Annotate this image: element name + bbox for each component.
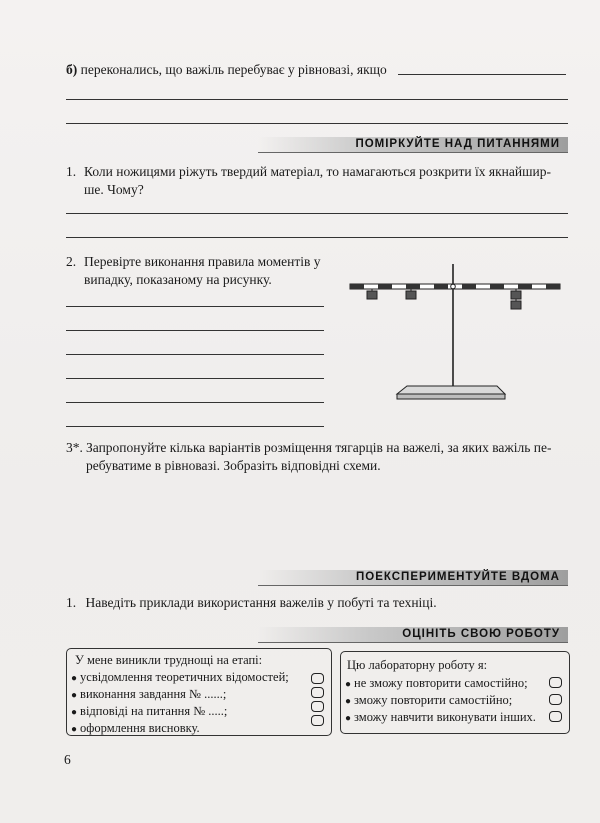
self-evaluation-checkbox[interactable] [549,711,562,722]
question-3-line1: Запропонуйте кілька варіантів розміщення тягарців на важелі, за яких важіль пе- [86,440,552,455]
answer-line[interactable] [398,74,566,75]
question-2-number: 2. [66,254,77,269]
answer-line[interactable] [66,330,324,331]
home-question-1-text: Наведіть приклади використання важелів у побуті та техніці. [85,595,437,610]
difficulties-item [71,669,289,688]
answer-line[interactable] [66,306,324,307]
section-banner-think [258,137,568,153]
question-2-line1: Перевірте виконання правила моментів у [84,254,321,269]
page-number: 6 [64,752,71,767]
answer-line[interactable] [66,237,568,238]
banner-home-title: ПОЕКСПЕРИМЕНТУЙТЕ ВДОМА [356,571,560,583]
question-1-line2: ше. Чому? [84,182,144,197]
answer-line[interactable] [66,426,324,427]
self-evaluation-item-label: зможу повторити самостійно; [354,693,513,707]
difficulty-checkbox[interactable] [311,701,324,712]
bullet-icon: ● [71,673,78,684]
question-2 [66,252,336,292]
question-1-number: 1. [66,164,77,179]
bullet-icon: ● [345,696,352,707]
question-1-line1: Коли ножицями ріжуть твердий матеріал, то намагаються розкрити їх якнайшир- [84,164,551,179]
section-b-label: б) [66,62,78,77]
difficulties-item-label: оформлення висновку. [80,721,200,735]
home-question-1-number: 1. [66,595,77,610]
answer-line[interactable] [66,99,568,100]
difficulties-title: У мене виникли труднощі на етапі: [75,653,263,667]
bullet-icon: ● [345,679,352,690]
difficulties-item [71,703,227,722]
self-evaluation-checkbox[interactable] [549,677,562,688]
difficulty-checkbox[interactable] [311,687,324,698]
banner-think-title: ПОМІРКУЙТЕ НАД ПИТАННЯМИ [355,138,560,150]
section-banner-home [258,570,568,586]
answer-line[interactable] [66,123,568,124]
self-evaluation-item [345,709,536,728]
section-banner-evaluate [258,627,568,643]
question-3-number: 3*. [66,440,83,455]
answer-line[interactable] [66,213,568,214]
self-evaluation-item-label: зможу навчити виконувати інших. [354,710,536,724]
difficulties-item-label: виконання завдання № ......; [80,687,227,701]
difficulties-box [66,648,332,736]
difficulties-item-label: усвідомлення теоретичних відомостей; [80,670,289,684]
self-evaluation-item-label: не зможу повторити самостійно; [354,676,528,690]
bullet-icon: ● [71,690,78,701]
difficulties-item-label: відповіді на питання № .....; [80,704,228,718]
difficulty-checkbox[interactable] [311,715,324,726]
bullet-icon: ● [345,713,352,724]
difficulty-checkbox[interactable] [311,673,324,684]
self-evaluation-item [345,675,528,694]
question-3-line2: ребуватиме в рівновазі. Зобразіть відповідні схеми. [86,458,381,473]
answer-line[interactable] [66,402,324,403]
bullet-icon: ● [71,707,78,718]
self-evaluation-checkbox[interactable] [549,694,562,705]
difficulties-item [71,720,200,739]
lever-balance-figure [345,258,570,406]
self-evaluation-title: Цю лабораторну роботу я: [347,658,488,672]
banner-evaluate-title: ОЦІНІТЬ СВОЮ РОБОТУ [402,628,560,640]
self-evaluation-item [345,692,512,711]
section-b-text [66,60,387,79]
answer-line[interactable] [66,378,324,379]
question-2-line2: випадку, показаному на рисунку. [84,272,272,287]
difficulties-item [71,686,226,705]
home-question-1 [66,593,437,612]
answer-line[interactable] [66,354,324,355]
bullet-icon: ● [71,724,78,735]
section-b-question: переконались, що важіль перебуває у рівновазі, якщо [80,62,387,77]
self-evaluation-box [340,651,570,734]
